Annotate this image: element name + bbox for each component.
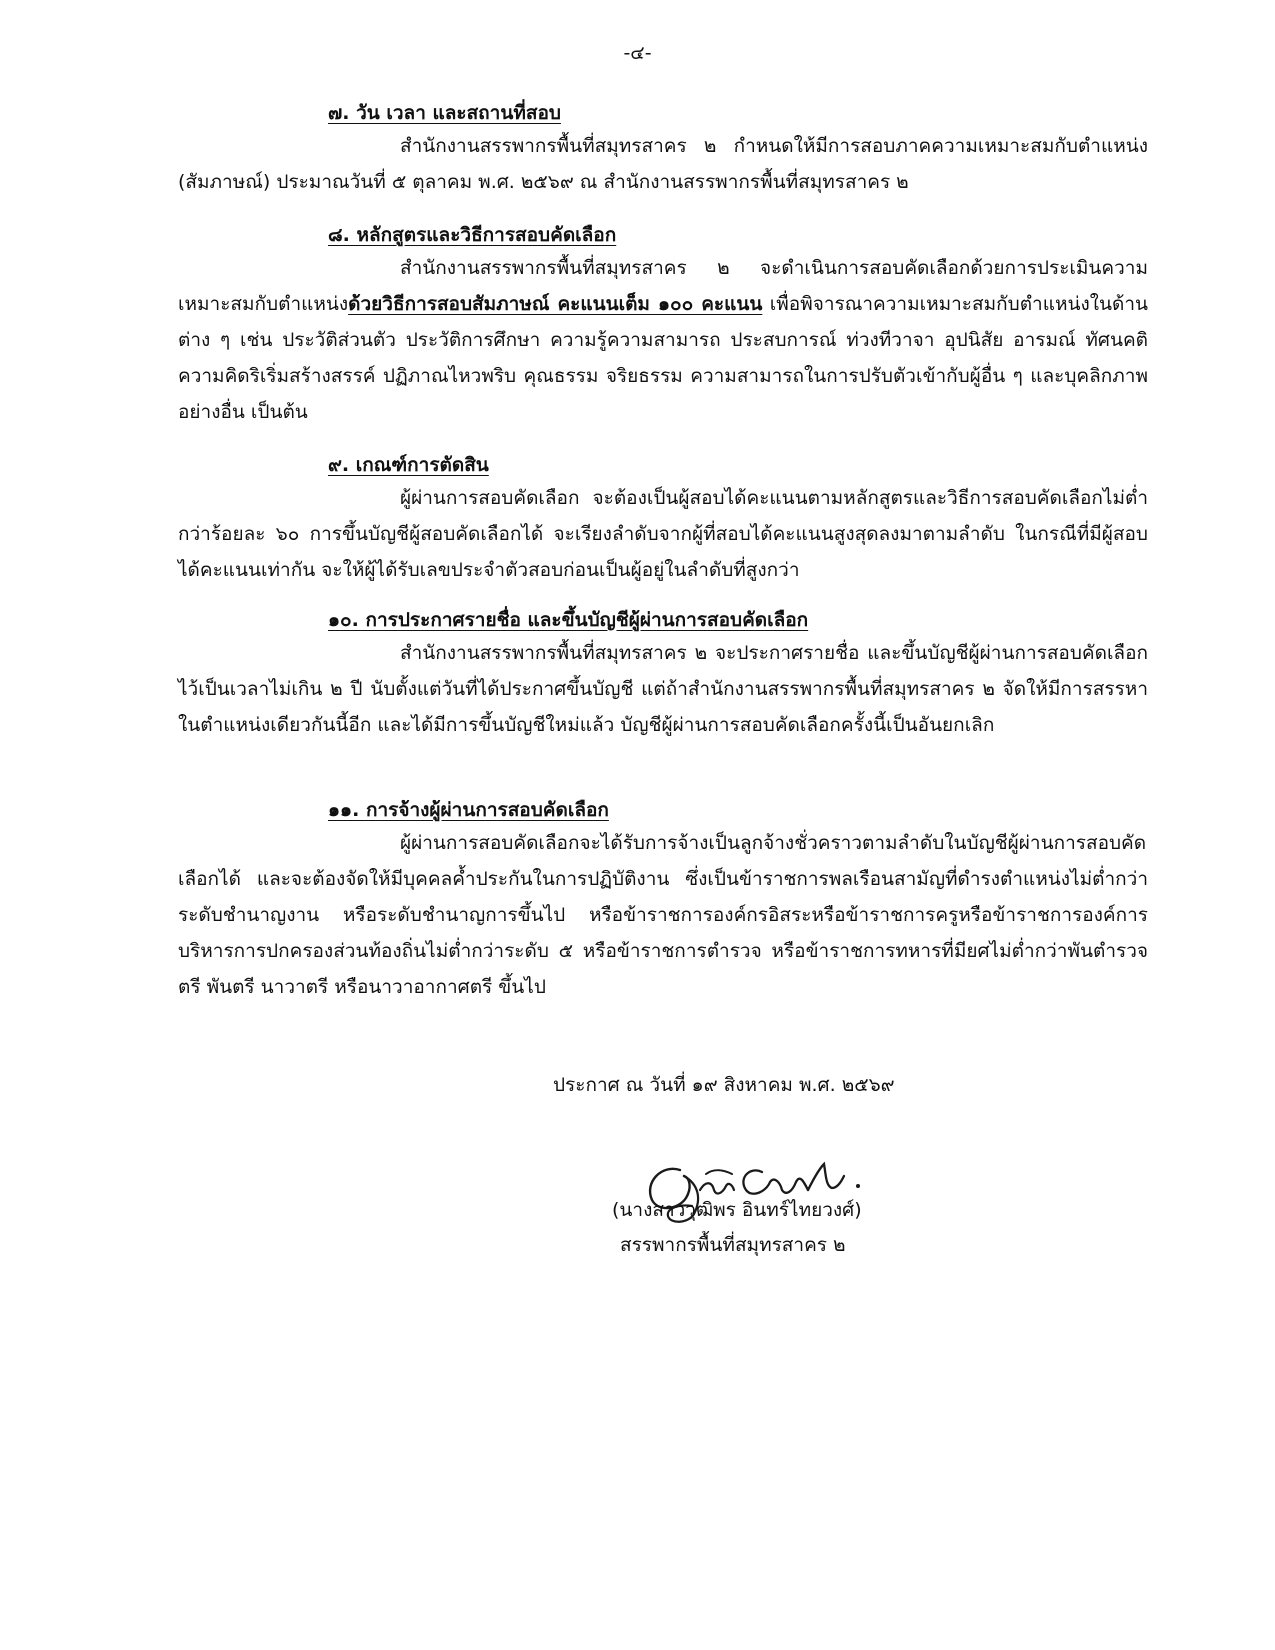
section-8-text-emphasis: ด้วยวิธีการสอบสัมภาษณ์ คะแนนเต็ม ๑๐๐ คะแนน [348, 293, 763, 315]
section-11-heading: ๑๑. การจ้างผู้ผ่านการสอบคัดเลือก [328, 799, 609, 821]
section-8-text [178, 250, 1148, 430]
section-8-heading: ๘. หลักสูตรและวิธีการสอบคัดเลือก [328, 224, 617, 246]
section-7-heading: ๗. วัน เวลา และสถานที่สอบ [328, 102, 561, 124]
section-10-text: สำนักงานสรรพากรพื้นที่สมุทรสาคร ๒ จะประกาศรายชื่อ และขึ้นบัญชีผู้ผ่านการสอบคัดเลือกไว้เป็นเวลาไม่เกิน ๒ ปี นับตั้งแต่วันที่ได้ประกาศขึ้นบัญชี แต่ถ้าสำนักงานสรรพากรพื้นที่สมุทรสาคร ๒ จัดให้มีการสรรหาในตำแหน่งเดียวกันนี้อีก และได้มีการขึ้นบัญชีใหม่แล้ว บัญชีผู้ผ่านการสอบคัดเลือกครั้งนี้เป็นอันยกเลิก [178, 642, 1148, 736]
signer-title: สรรพากรพื้นที่สมุทรสาคร ๒ [620, 1234, 846, 1256]
section-8-text-before: สำนักงานสรรพากรพื้นที่สมุทรสาคร ๒ จะดำเนินการสอบคัดเลือกด้วยการประเมินความเหมาะสมกับตำแหน่ง [178, 257, 1148, 315]
section-8-text-after: เพื่อพิจารณาความเหมาะสมกับตำแหน่งในด้านต่าง ๆ เช่น ประวัติส่วนตัว ประวัติการศึกษา ความรู้ความสามารถ ประสบการณ์ ท่วงทีวาจา อุปนิสัย อารมณ์ ทัศนคติ ความคิดริเริ่มสร้างสรรค์ ปฏิภาณไหวพริบ คุณธรรม จริยธรรม ความสามารถในการปรับตัวเข้ากับผู้อื่น ๆ และบุคลิกภาพอย่างอื่น เป็นต้น [178, 293, 1148, 423]
signer-name: (นางสาววุฒิพร อินทร์ไทยวงศ์) [612, 1199, 862, 1221]
section-7-text: สำนักงานสรรพากรพื้นที่สมุทรสาคร ๒ กำหนดให้มีการสอบภาคความเหมาะสมกับตำแหน่ง (สัมภาษณ์) ประมาณวันที่ ๕ ตุลาคม พ.ศ. ๒๕๖๙ ณ สำนักงานสรรพากรพื้นที่สมุทรสาคร ๒ [178, 135, 1148, 193]
section-9-text: ผู้ผ่านการสอบคัดเลือก จะต้องเป็นผู้สอบได้คะแนนตามหลักสูตรและวิธีการสอบคัดเลือกไม่ต่ำกว่าร้อยละ ๖๐ การขึ้นบัญชีผู้สอบคัดเลือกได้ จะเรียงลำดับจากผู้ที่สอบได้คะแนนสูงสุดลงมาตามลำดับ ในกรณีที่มีผู้สอบได้คะแนนเท่ากัน จะให้ผู้ได้รับเลขประจำตัวสอบก่อนเป็นผู้อยู่ในลำดับที่สูงกว่า [178, 487, 1148, 581]
announcement-date: ประกาศ ณ วันที่ ๑๙ สิงหาคม พ.ศ. ๒๕๖๙ [553, 1074, 895, 1096]
section-11-text: ผู้ผ่านการสอบคัดเลือกจะได้รับการจ้างเป็นลูกจ้างชั่วคราวตามลำดับในบัญชีผู้ผ่านการสอบคัดเลือกได้ และจะต้องจัดให้มีบุคคลค้ำประกันในการปฏิบัติงาน ซึ่งเป็นข้าราชการพลเรือนสามัญที่ดำรงตำแหน่งไม่ต่ำกว่าระดับชำนาญงาน หรือระดับชำนาญการขึ้นไป หรือข้าราชการองค์กรอิสระหรือข้าราชการครูหรือข้าราชการองค์การบริหารการปกครองส่วนท้องถิ่นไม่ต่ำกว่าระดับ ๕ หรือข้าราชการตำรวจ หรือข้าราชการทหารที่มียศไม่ต่ำกว่าพันตำรวจตรี พันตรี นาวาตรี หรือนาวาอากาศตรี ขึ้นไป [178, 832, 1148, 998]
page-number: -๔- [623, 42, 652, 64]
section-9-heading: ๙. เกณฑ์การตัดสิน [328, 454, 489, 476]
section-10-heading: ๑๐. การประกาศรายชื่อ และขึ้นบัญชีผู้ผ่านการสอบคัดเลือก [328, 609, 809, 631]
